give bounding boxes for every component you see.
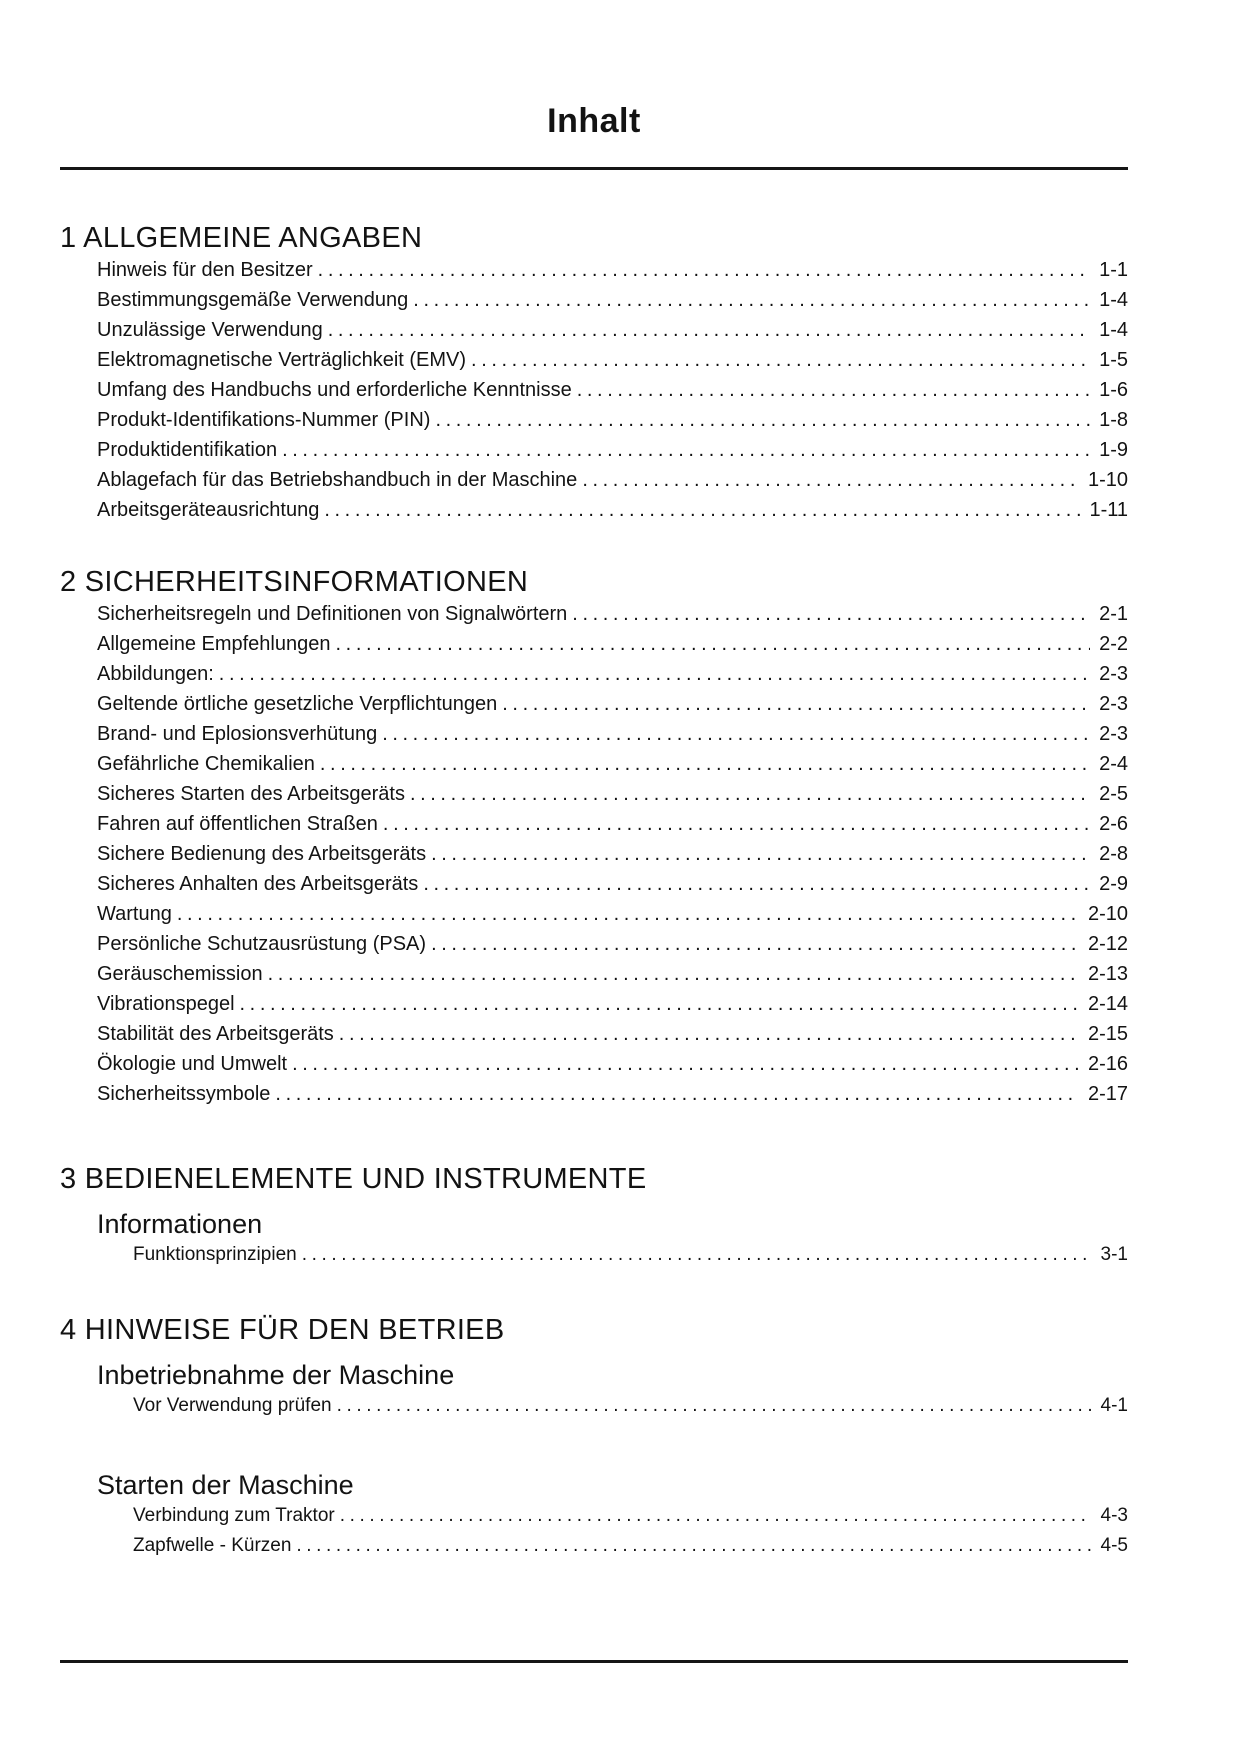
toc-page — [60, 0, 1128, 1663]
toc-entry-label: Persönliche Schutzausrüstung (PSA) — [97, 933, 427, 955]
toc-entry-page: 4-1 — [1100, 1395, 1128, 1416]
section-heading: 2 SICHERHEITSINFORMATIONEN — [60, 566, 529, 598]
toc-entry-label: Sicherheitssymbole — [97, 1083, 271, 1105]
toc-entry-page: 4-5 — [1100, 1535, 1128, 1556]
dot-leader — [292, 1049, 1079, 1079]
toc-entry — [60, 435, 1128, 465]
toc-entry — [60, 989, 1128, 1019]
toc-entry-label: Verbindung zum Traktor — [133, 1505, 335, 1526]
subsection-title: Informationen — [97, 1209, 263, 1239]
toc-entry — [60, 255, 1128, 285]
dot-leader — [336, 629, 1091, 659]
toc-entry-label: Ökologie und Umwelt — [97, 1053, 288, 1075]
dot-leader — [471, 345, 1090, 375]
toc-entry-page: 1-6 — [1099, 379, 1128, 401]
toc — [60, 221, 1128, 1561]
dot-leader — [410, 779, 1090, 809]
dot-leader — [339, 1019, 1079, 1049]
toc-entry-page: 2-12 — [1087, 933, 1128, 955]
dot-leader — [320, 749, 1090, 779]
toc-entry — [60, 1501, 1128, 1531]
toc-entry-label: Unzulässige Verwendung — [97, 319, 323, 341]
toc-entry-page: 2-15 — [1087, 1023, 1128, 1045]
toc-entry-page: 2-16 — [1087, 1053, 1128, 1075]
toc-entry — [60, 779, 1128, 809]
toc-entry — [60, 809, 1128, 839]
dot-leader — [275, 1079, 1079, 1109]
section-heading: 4 HINWEISE FÜR DEN BETRIEB — [60, 1314, 505, 1346]
toc-entry — [60, 659, 1128, 689]
dot-leader — [423, 869, 1090, 899]
header-rule — [60, 167, 1128, 170]
toc-entry — [60, 1049, 1128, 1079]
toc-entry-page: 2-5 — [1099, 783, 1128, 805]
toc-entry-page: 2-2 — [1099, 633, 1128, 655]
section-heading: 1 ALLGEMEINE ANGABEN — [60, 222, 423, 254]
dot-leader — [577, 375, 1090, 405]
toc-entry-page: 2-1 — [1099, 603, 1128, 625]
toc-section — [60, 1313, 1128, 1561]
dot-leader — [431, 929, 1079, 959]
dot-leader — [240, 989, 1079, 1019]
dot-leader — [502, 689, 1090, 719]
toc-entry — [60, 465, 1128, 495]
toc-entry-list — [60, 255, 1128, 525]
toc-entry-label: Elektromagnetische Verträglichkeit (EMV) — [97, 349, 467, 371]
toc-entry-list — [60, 1501, 1128, 1561]
toc-entry-page: 1-4 — [1099, 319, 1128, 341]
toc-entry-page: 1-5 — [1099, 349, 1128, 371]
toc-entry-label: Vor Verwendung prüfen — [133, 1395, 332, 1416]
dot-leader — [268, 959, 1079, 989]
toc-entry-page: 1-4 — [1099, 289, 1128, 311]
dot-leader — [318, 255, 1090, 285]
toc-entry-page: 2-4 — [1099, 753, 1128, 775]
toc-entry-label: Brand- und Eplosionsverhütung — [97, 723, 378, 745]
toc-entry-page: 2-8 — [1099, 843, 1128, 865]
dot-leader — [572, 599, 1090, 629]
toc-entry — [60, 869, 1128, 899]
toc-entry-label: Sicheres Starten des Arbeitsgeräts — [97, 783, 405, 805]
toc-entry-page: 2-10 — [1087, 903, 1128, 925]
subsection-title: Inbetriebnahme der Maschine — [97, 1360, 455, 1390]
toc-entry — [60, 629, 1128, 659]
dot-leader — [177, 899, 1079, 929]
toc-entry-label: Geltende örtliche gesetzliche Verpflichtungen — [97, 693, 498, 715]
toc-section — [60, 565, 1128, 1109]
dot-leader — [582, 465, 1079, 495]
toc-section — [60, 1162, 1128, 1270]
dot-leader — [328, 315, 1090, 345]
toc-entry — [60, 345, 1128, 375]
dot-leader — [340, 1501, 1092, 1531]
toc-entry-label: Hinweis für den Besitzer — [97, 259, 313, 281]
toc-entry-page: 1-1 — [1099, 259, 1128, 281]
toc-entry — [60, 1079, 1128, 1109]
dot-leader — [431, 839, 1090, 869]
toc-entry-label: Arbeitsgeräteausrichtung — [97, 499, 320, 521]
toc-entry-page: 1-10 — [1087, 469, 1128, 491]
toc-entry-label: Abbildungen: — [97, 663, 214, 685]
toc-entry-label: Sicherheitsregeln und Definitionen von Signalwörtern — [97, 603, 568, 625]
toc-entry — [60, 929, 1128, 959]
toc-entry — [60, 1531, 1128, 1561]
toc-subsection — [60, 1208, 1128, 1270]
dot-leader — [337, 1391, 1092, 1421]
toc-entry-list — [60, 1240, 1128, 1270]
toc-subsection — [60, 1469, 1128, 1561]
toc-entry-page: 1-8 — [1099, 409, 1128, 431]
toc-entry — [60, 749, 1128, 779]
toc-entry — [60, 959, 1128, 989]
toc-entry-page: 3-1 — [1100, 1244, 1128, 1265]
section-heading: 3 BEDIENELEMENTE UND INSTRUMENTE — [60, 1163, 647, 1195]
toc-entry-label: Umfang des Handbuchs und erforderliche Kenntnisse — [97, 379, 572, 401]
toc-entry-label: Sichere Bedienung des Arbeitsgeräts — [97, 843, 427, 865]
toc-entry-page: 2-14 — [1087, 993, 1128, 1015]
toc-entry-label: Stabilität des Arbeitsgeräts — [97, 1023, 334, 1045]
subsection-title: Starten der Maschine — [97, 1470, 354, 1500]
dot-leader — [296, 1531, 1091, 1561]
dot-leader — [219, 659, 1090, 689]
toc-entry-label: Funktionsprinzipien — [133, 1244, 297, 1265]
page-title: Inhalt — [547, 102, 641, 140]
dot-leader — [413, 285, 1090, 315]
toc-entry — [60, 1240, 1128, 1270]
toc-entry-label: Bestimmungsgemäße Verwendung — [97, 289, 409, 311]
toc-entry — [60, 1019, 1128, 1049]
toc-entry — [60, 599, 1128, 629]
toc-entry — [60, 285, 1128, 315]
toc-subsection — [60, 1359, 1128, 1421]
toc-entry-label: Sicheres Anhalten des Arbeitsgeräts — [97, 873, 419, 895]
toc-entry — [60, 375, 1128, 405]
toc-entry — [60, 689, 1128, 719]
toc-entry-page: 2-3 — [1099, 723, 1128, 745]
toc-entry-page: 4-3 — [1100, 1505, 1128, 1526]
toc-entry-label: Allgemeine Empfehlungen — [97, 633, 331, 655]
toc-entry-page: 2-3 — [1099, 663, 1128, 685]
dot-leader — [324, 495, 1080, 525]
toc-entry — [60, 899, 1128, 929]
toc-entry-page: 2-17 — [1087, 1083, 1128, 1105]
toc-entry-label: Wartung — [97, 903, 172, 925]
toc-entry-label: Produktidentifikation — [97, 439, 278, 461]
dot-leader — [382, 719, 1090, 749]
toc-entry-page: 2-6 — [1099, 813, 1128, 835]
toc-entry-label: Vibrationspegel — [97, 993, 235, 1015]
toc-entry — [60, 719, 1128, 749]
toc-entry — [60, 315, 1128, 345]
toc-entry-label: Zapfwelle - Kürzen — [133, 1535, 292, 1556]
dot-leader — [282, 435, 1090, 465]
toc-entry-label: Fahren auf öffentlichen Straßen — [97, 813, 378, 835]
toc-entry-page: 1-11 — [1089, 499, 1128, 521]
toc-entry-page: 2-9 — [1099, 873, 1128, 895]
toc-entry-label: Geräuschemission — [97, 963, 263, 985]
toc-entry-list — [60, 599, 1128, 1109]
toc-entry — [60, 495, 1128, 525]
toc-entry-label: Produkt-Identifikations-Nummer (PIN) — [97, 409, 431, 431]
toc-entry-list — [60, 1391, 1128, 1421]
toc-entry — [60, 839, 1128, 869]
toc-entry-page: 2-3 — [1099, 693, 1128, 715]
toc-entry — [60, 1391, 1128, 1421]
dot-leader — [302, 1240, 1092, 1270]
toc-section — [60, 221, 1128, 525]
toc-entry — [60, 405, 1128, 435]
dot-leader — [383, 809, 1090, 839]
toc-entry-label: Ablagefach für das Betriebshandbuch in der Maschine — [97, 469, 578, 491]
dot-leader — [435, 405, 1090, 435]
footer-rule — [60, 1660, 1128, 1663]
toc-entry-page: 2-13 — [1087, 963, 1128, 985]
toc-entry-page: 1-9 — [1099, 439, 1128, 461]
toc-entry-label: Gefährliche Chemikalien — [97, 753, 315, 775]
